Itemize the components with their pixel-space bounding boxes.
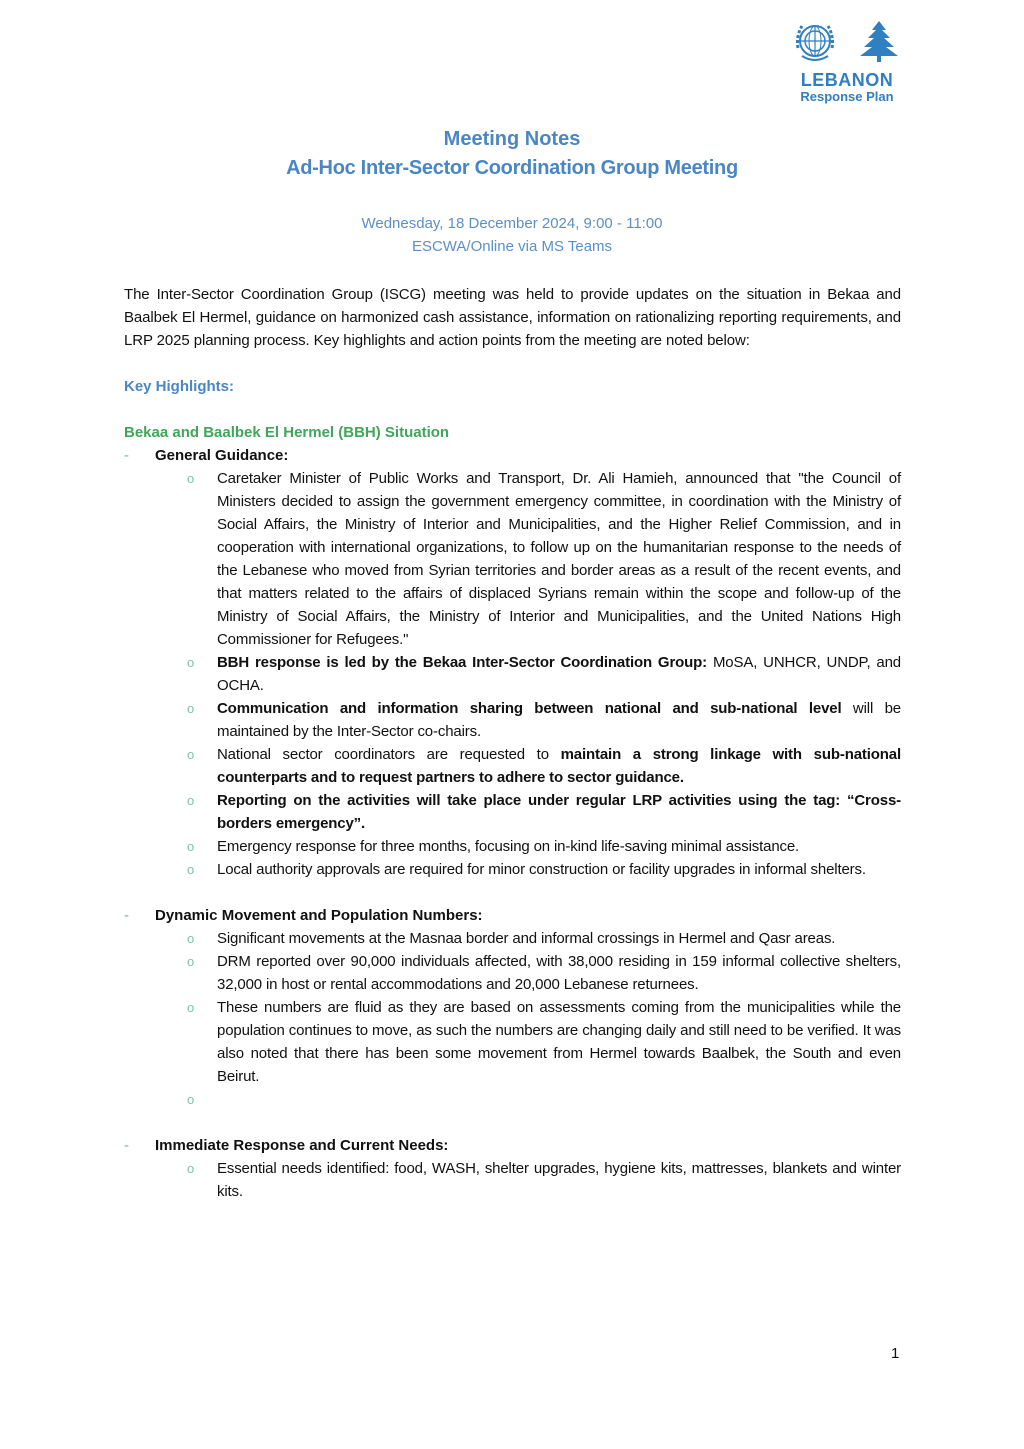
page-number: 1 [891,1345,900,1362]
sub-list [124,1157,901,1203]
meeting-location: ESCWA/Online via MS Teams [411,238,613,255]
item-text: DRM reported over 90,000 individuals affected, with 38,000 residing in 159 informal collective shelters, 32,000 in host or rental accommodations and 20,000 Lebanese returnees. [217,953,901,993]
group-immediate-response [124,1134,901,1203]
document-title: Meeting Notes [443,128,581,150]
circle-bullet-icon: o [187,655,195,670]
item-bold-text: Communication and information sharing between national and sub-national level [217,700,842,717]
circle-bullet-icon: o [187,471,195,486]
list-item [124,789,901,835]
list-item [124,743,901,789]
item-text: These numbers are fluid as they are based on assessments coming from the municipalities while the population continues to move, as such the numbers are changing daily and still need to be verified. It was also noted that there has been some movement from Hermel towards Baalbek, the South and even Beirut. [217,999,901,1085]
item-text: Caretaker Minister of Public Works and Transport, Dr. Ali Hamieh, announced that "the Council of Ministers decided to assign the government emergency committee, in coordination with the Ministry of Social Affairs, the Ministry of Interior and Municipalities, and the Higher Relief Commission, and in cooperation with international organizations, to follow up on the humanitarian response to the needs of the Lebanese who moved from Syrian territories and border areas as a result of the recent events, and that matters related to the affairs of displaced Syrians remain within the scope and follow-up of the Ministry of Social Affairs, the Ministry of Interior and Municipalities, and the United Nations High Commissioner for Refugees." [217,470,901,648]
group-heading-text: Immediate Response and Current Needs: [155,1137,449,1154]
item-text: Significant movements at the Masnaa border and informal crossings in Hermel and Qasr areas. [217,930,836,947]
logo-icons [788,18,906,68]
group-heading-text: Dynamic Movement and Population Numbers: [155,907,483,924]
item-bold-text: maintain a strong linkage with sub-national counterparts and to request partners to adhere to sector guidance. [217,746,901,786]
group-heading [124,904,901,927]
circle-bullet-icon: o [187,1000,195,1015]
list-item [124,835,901,858]
circle-bullet-icon: o [187,1092,195,1107]
section-heading-bbh: Bekaa and Baalbek El Hermel (BBH) Situation [124,424,450,441]
circle-bullet-icon: o [187,1161,195,1176]
item-text: MoSA, UNHCR, UNDP, and OCHA. [217,654,901,694]
list-item [124,467,901,651]
item-bold-text: BBH response is led by the Bekaa Inter-Sector Coordination Group: [217,654,708,671]
list-item [124,697,901,743]
key-highlights-heading: Key Highlights: [124,378,235,395]
item-text: Emergency response for three months, focusing on in-kind life-saving minimal assistance. [217,838,800,855]
document-body [124,283,901,1203]
group-heading-text: General Guidance: [155,447,289,464]
list-item [124,1157,901,1203]
item-text: will be maintained by the Inter-Sector co-chairs. [217,700,901,740]
sub-list [124,467,901,881]
item-text: National sector coordinators are requested to [217,746,561,763]
circle-bullet-icon: o [187,862,195,877]
item-text: Local authority approvals are required for minor construction or facility upgrades in informal shelters. [217,861,866,878]
logo-subtitle: Response Plan [800,89,894,104]
dash-bullet-icon: - [124,907,129,924]
item-text: Essential needs identified: food, WASH, shelter upgrades, hygiene kits, mattresses, blankets and winter kits. [217,1160,901,1200]
group-general-guidance [124,444,901,881]
un-emblem-icon [792,18,838,69]
group-heading [124,1134,901,1157]
circle-bullet-icon: o [187,701,195,716]
group-heading [124,444,901,467]
list-item [124,996,901,1088]
group-dynamic-movement [124,904,901,1111]
cedar-tree-icon [856,18,902,69]
list-item [124,950,901,996]
spacer [124,881,901,904]
logo-title: LEBANON [800,70,894,90]
spacer [124,1111,901,1134]
meeting-date-time: Wednesday, 18 December 2024, 9:00 - 11:00 [361,215,663,232]
dash-bullet-icon: - [124,1137,129,1154]
list-item [124,858,901,881]
list-item-empty [124,1088,901,1111]
intro-paragraph: The Inter-Sector Coordination Group (ISCG) meeting was held to provide updates on the situation in Bekaa and Baalbek El Hermel, guidance on harmonized cash assistance, information on rationalizing reporting requirements, and LRP 2025 planning process. Key highlights and action points from the meeting are noted below: [124,286,901,349]
circle-bullet-icon: o [187,793,195,808]
sub-list [124,927,901,1111]
item-bold-text: Reporting on the activities will take place under regular LRP activities using the tag: “Cross-borders emergency”. [217,792,901,832]
list-item [124,927,901,950]
circle-bullet-icon: o [187,954,195,969]
dash-bullet-icon: - [124,447,129,464]
list-item [124,651,901,697]
lrp-logo [788,18,906,108]
circle-bullet-icon: o [187,839,195,854]
document-subtitle: Ad-Hoc Inter-Sector Coordination Group Meeting [286,157,738,179]
circle-bullet-icon: o [187,747,195,762]
circle-bullet-icon: o [187,931,195,946]
